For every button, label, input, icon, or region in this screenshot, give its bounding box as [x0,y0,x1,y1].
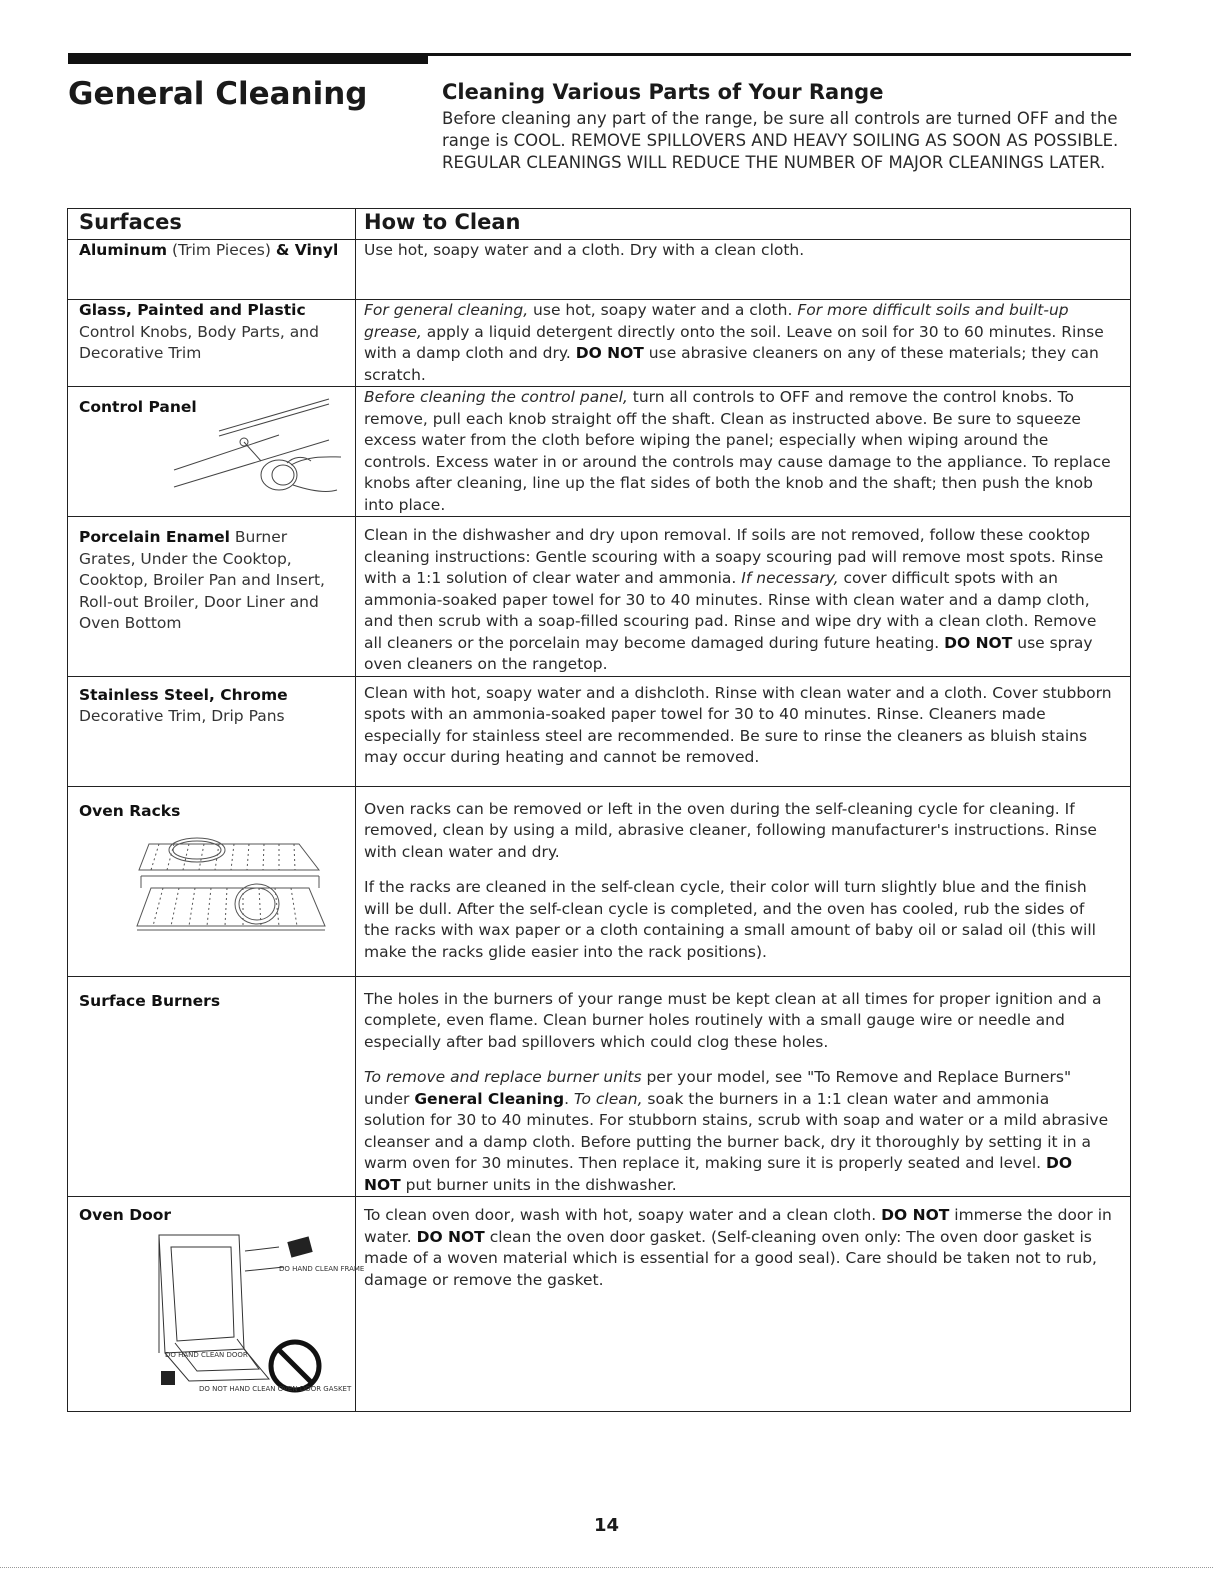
table-row-oven-door [68,1197,1131,1412]
howto-text: apply a liquid detergent directly onto the soil. Leave on soil for 30 to 60 minutes. Rinse with a damp cloth and dry. [364,322,1104,362]
surface-cell [68,300,356,387]
table-row-surface-burners [68,976,1131,1197]
howto-emphasis: DO NOT [575,344,644,362]
howto-text: . [564,1089,574,1108]
page-title: General Cleaning [68,76,368,112]
howto-emphasis: DO NOT [881,1206,950,1224]
howto-text: To clean oven door, wash with hot, soapy water and a clean cloth. [364,1206,882,1224]
surface-cell [68,387,356,517]
howto-text: soak the burners in a 1:1 clean water and ammonia solution for 30 to 40 minutes. For stubborn stains, scrub with soap and water or a mild abrasive cleanser and a damp cloth. Before putting the burner back, dry it thoroughly by setting it in a warm oven for 30 minutes. Then replace it, making sure it is properly seated and level. [364,1089,1109,1172]
surface-name: Stainless Steel, Chrome [79,685,288,704]
surface-detail: Burner Grates, Under the Cooktop, Cooktop, Broiler Pan and Insert, Roll-out Broiler, Door Liner and Oven Bottom [79,528,325,632]
howto-emphasis: DO NOT [364,1154,1073,1194]
howto-text: The holes in the burners of your range must be kept clean at all times for proper ignition and a complete, even flame. Clean burner holes routinely with a small gauge wire or needle and especially after bad spillovers which could clog these holes. [364,989,1102,1051]
howto-emphasis: DO NOT [416,1227,485,1246]
surface-cell [68,1197,365,1412]
cleaning-table [67,208,1131,1412]
surface-cell [68,517,356,677]
surface-name: Glass, Painted and Plastic [79,301,306,319]
howto-cell [356,517,1131,677]
table-row-oven-racks [68,786,1131,976]
howto-italic: If necessary, [741,569,839,587]
page-number: 14 [593,1515,620,1536]
surface-detail: Control Knobs, Body Parts, and Decorative Trim [79,322,319,362]
howto-italic: To clean, [573,1089,643,1108]
surface-name: Oven Door [79,1206,172,1224]
column-header-how-to-clean: How to Clean [356,209,1131,240]
howto-text: clean the oven door gasket. (Self-cleaning oven only: The oven door gasket is made of a woven material which is essential for a good seal). Care should be taken not to rub, damage or remove the gasket. [364,1227,1097,1289]
oven-door-illustration [79,1231,365,1401]
howto-cell [356,240,1131,300]
intro-heading: Cleaning Various Parts of Your Range [442,80,884,104]
howto-cell [356,676,1131,786]
surface-cell [68,976,356,1197]
surface-name: Control Panel [79,398,197,416]
table-row-porcelain-enamel [68,517,1131,677]
howto-text: Clean in the dishwasher and dry upon removal. If soils are not removed, follow these cooktop cleaning instructions: Gentle scouring with a soapy scouring pad will remove most spots. Rinse with a 1:1 solution of clear water and ammonia. [364,526,1104,587]
surface-cell [68,240,356,300]
header-rule-thick [68,53,428,64]
label-gasket: DO NOT HAND CLEAN OVEN DOOR GASKET [199,1384,352,1393]
table-row-stainless-steel [68,676,1131,786]
table-row-control-panel [68,387,1131,517]
surface-name: Surface Burners [79,991,221,1010]
howto-text: per your model, see "To Remove and Replace Burners" under [364,1068,1072,1108]
howto-cell [356,976,1131,1197]
howto-italic: For more difficult soils and built-up grease, [364,301,1069,341]
surface-cell [68,676,356,786]
howto-text: Oven racks can be removed or left in the oven during the self-cleaning cycle for cleaning. If removed, clean by using a mild, abrasive cleaner, following manufacturer's instructions. Rinse with clean water and dry. [364,799,1097,861]
howto-text: put burner units in the dishwasher. [400,1175,677,1194]
howto-text: use abrasive cleaners on any of these materials; they can scratch. [364,344,1099,384]
intro-text: Before cleaning any part of the range, be sure all controls are turned OFF and the range is COOL. REMOVE SPILLOVERS AND HEAVY SOILING AS SOON AS POSSIBLE. REGULAR CLEANINGS WILL REDUCE THE NUMBER OF MAJOR CLEANINGS LATER. [442,109,1119,172]
howto-text: Use hot, soapy water and a cloth. Dry with a clean cloth. [364,241,805,259]
surface-name-2: & Vinyl [275,241,339,259]
label-door: DO HAND CLEAN DOOR [165,1350,248,1359]
howto-emphasis: DO NOT [944,633,1013,652]
howto-text: Clean with hot, soapy water and a dishcloth. Rinse with clean water and a cloth. Cover stubborn spots with an ammonia-soaked paper towel for 30 to 40 minutes. Rinse. Cleaners made especially for stainless steel are recommended. Be sure to rinse the cleaners as bluish stains may occur during heating and cannot be removed. [364,683,1112,766]
surface-name: Porcelain Enamel [79,528,230,546]
howto-italic: Before cleaning the control panel, [364,388,628,406]
surface-name: Aluminum [79,241,168,259]
surface-detail: Decorative Trim, Drip Pans [79,707,285,725]
surface-name: Oven Racks [79,801,181,820]
howto-text: cover difficult spots with an ammonia-soaked paper towel for 30 to 40 minutes. Rinse with clean water and a damp cloth, and then scrub with a soap-filled scouring pad. Rinse and wipe dry with a clean cloth. Remove all cleaners or the porcelain may become damaged during future heating. [364,569,1097,652]
intro-block [442,80,1132,174]
howto-text: use hot, soapy water and a cloth. [528,301,798,319]
howto-italic: To remove and replace burner units [364,1068,642,1086]
column-header-surfaces: Surfaces [68,209,356,240]
page-bottom-edge [0,1567,1213,1568]
howto-cell [356,1197,1131,1412]
table-row-aluminum [68,240,1131,300]
surface-detail: (Trim Pieces) [167,241,276,259]
howto-text: immerse the door in water. [364,1206,1112,1246]
howto-text: turn all controls to OFF and remove the control knobs. To remove, pull each knob straight off the shaft. Clean as instructed above. Be sure to squeeze excess water from the cloth before wiping the panel; especially when wiping around the controls. Excess water in or around the controls may cause damage to the appliance. To replace knobs after cleaning, line up the flat sides of both the knob and the shaft; then push the knob into place. [364,388,1111,514]
surface-cell [68,786,356,976]
howto-emphasis: General Cleaning [414,1089,565,1108]
howto-cell [356,387,1131,517]
howto-cell [356,300,1131,387]
howto-italic: For general cleaning, [364,301,529,319]
howto-text: If the racks are cleaned in the self-clean cycle, their color will turn slightly blue and the finish will be dull. After the self-clean cycle is completed, and the oven has cooled, rub the sides of the racks with wax paper or a cloth containing a small amount of baby oil or salad oil (this will make the racks glide easier into the rack positions). [364,878,1096,961]
table-row-glass [68,300,1131,387]
label-frame: DO HAND CLEAN FRAME [279,1264,365,1273]
howto-cell [356,786,1131,976]
howto-text: use spray oven cleaners on the rangetop. [364,633,1093,673]
oven-racks-illustration [79,826,339,938]
